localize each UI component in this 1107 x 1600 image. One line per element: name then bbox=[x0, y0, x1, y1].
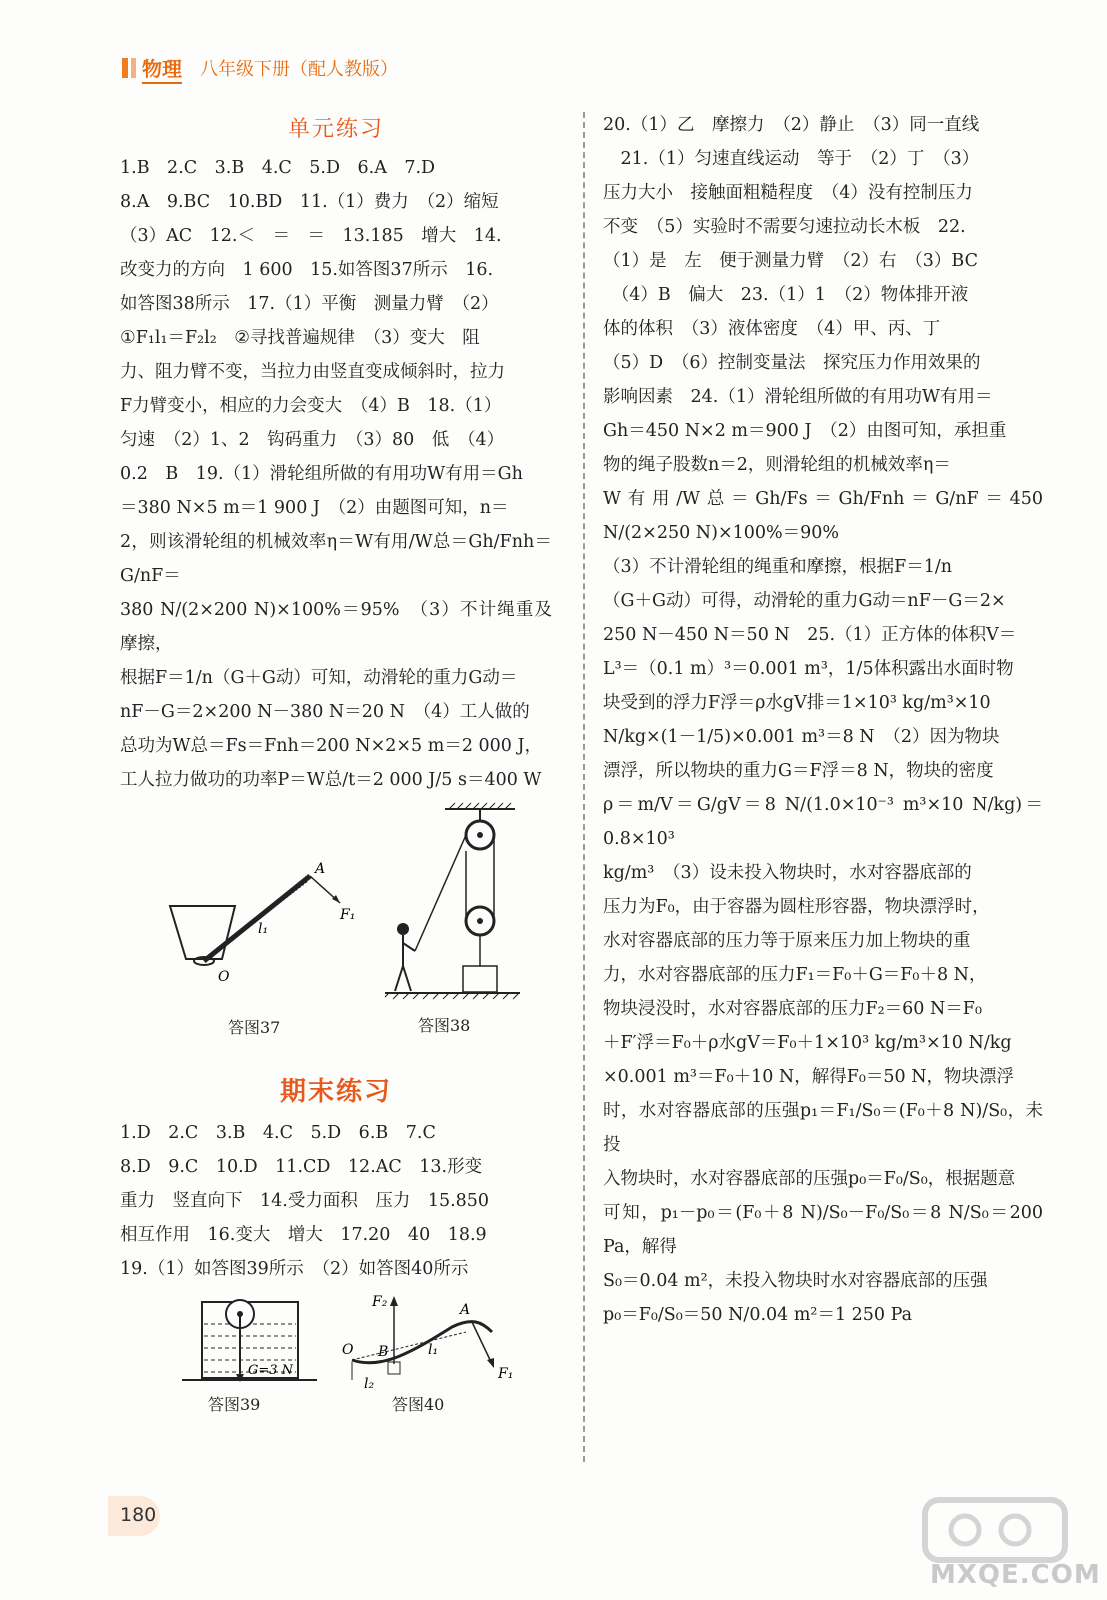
watermark-text: MXQE.COM bbox=[930, 1560, 1101, 1590]
answer-line: （5）D （6）控制变量法 探究压力作用效果的 bbox=[603, 353, 981, 373]
answer-line: 不变 （5）实验时不需要匀速拉动长木板 22. bbox=[603, 217, 966, 237]
answer-line: 相互作用 16.变大 增大 17.20 40 18.9 bbox=[120, 1225, 487, 1245]
answer-line: 如答图38所示 17.（1）平衡 测量力臂 （2） bbox=[120, 294, 499, 314]
answer-line: 2，则该滑轮组的机械效率η＝W有用/W总＝Gh/Fnh＝G/nF＝ bbox=[120, 532, 552, 586]
answer-line: 工人拉力做功的功率P＝W总/t＝2 000 J/5 s＝400 W bbox=[120, 770, 542, 790]
answer-line: 可知，p₁－p₀＝(F₀＋8 N)/S₀－F₀/S₀＝8 N/S₀＝200 Pa，解得 bbox=[603, 1203, 1043, 1257]
answer-line: 0.2 B 19.（1）滑轮组所做的有用功W有用＝Gh bbox=[120, 464, 523, 484]
answer-line: 块受到的浮力F浮＝ρ水gV排＝1×10³ kg/m³×10 bbox=[603, 693, 991, 713]
answer-line: F力臂变小，相应的力会变大 （4）B 18.（1） bbox=[120, 396, 502, 416]
answer-line: 250 N－450 N＝50 N 25.（1）正方体的体积V＝ bbox=[603, 625, 1017, 645]
fig39-label-g: G=3 N bbox=[248, 1363, 294, 1378]
unit-practice-title: 单元练习 bbox=[287, 117, 384, 142]
answer-line: 21.（1）匀速直线运动 等于 （2）丁 （3） bbox=[603, 149, 980, 169]
fig37-label-a: A bbox=[315, 861, 326, 877]
answer-line: ①F₁l₁＝F₂l₂ ②寻找普遍规律 （3）变大 阻 bbox=[120, 328, 480, 348]
answer-line: 水对容器底部的压力等于原来压力加上物块的重 bbox=[603, 931, 971, 951]
fig37-label-f1: F₁ bbox=[340, 907, 356, 923]
left-column bbox=[120, 108, 552, 1422]
answer-line: N/kg×(1－1/5)×0.001 m³＝8 N （2）因为物块 bbox=[603, 727, 1000, 747]
fig40-label-l1: l₁ bbox=[428, 1342, 439, 1358]
answer-line: 漂浮，所以物块的重力G＝F浮＝8 N，物块的密度 bbox=[603, 761, 994, 781]
fig40-label-f2: F₂ bbox=[372, 1294, 388, 1310]
answer-line: 物的绳子股数n＝2，则滑轮组的机械效率η＝ bbox=[603, 455, 951, 475]
figure-38-caption: 答图38 bbox=[418, 1016, 471, 1035]
answer-line: 1.D 2.C 3.B 4.C 5.D 6.B 7.C bbox=[120, 1123, 436, 1143]
fig40-label-l2: l₂ bbox=[364, 1376, 375, 1392]
right-column-answers bbox=[603, 108, 1043, 1332]
answer-line: 力，水对容器底部的压力F₁＝F₀＋G＝F₀＋8 N， bbox=[603, 965, 987, 985]
figure-40-caption: 答图40 bbox=[392, 1395, 445, 1414]
figure-37-lever-diagram bbox=[160, 861, 360, 1011]
fig40-label-o: O bbox=[342, 1342, 354, 1358]
answer-line: ×0.001 m³＝F₀＋10 N，解得F₀＝50 N，物块漂浮 bbox=[603, 1067, 1015, 1087]
answer-line: 物块浸没时，水对容器底部的压力F₂＝60 N＝F₀ bbox=[603, 999, 982, 1019]
answer-line: （4）B 偏大 23.（1）1 （2）物体排开液 bbox=[603, 285, 969, 305]
subject-title: 物理 bbox=[142, 53, 182, 84]
answer-line: ＋F′浮＝F₀＋ρ水gV＝F₀＋1×10³ kg/m³×10 N/kg bbox=[603, 1033, 1012, 1053]
figures-37-38 bbox=[120, 801, 552, 1061]
answer-line: W有用/W总＝Gh/Fs＝Gh/Fnh＝G/nF＝450 N/(2×250 N)×100%＝90% bbox=[603, 489, 1043, 543]
answer-line: （3）不计滑轮组的绳重和摩擦，根据F＝1/n bbox=[603, 557, 953, 577]
answer-line: nF－G＝2×200 N－380 N＝20 N （4）工人做的 bbox=[120, 702, 530, 722]
answer-line: 8.D 9.C 10.D 11.CD 12.AC 13.形变 bbox=[120, 1157, 483, 1177]
answer-line: 重力 竖直向下 14.受力面积 压力 15.850 bbox=[120, 1191, 490, 1211]
answer-line: 压力为F₀，由于容器为圆柱形容器，物块漂浮时， bbox=[603, 897, 990, 917]
right-column bbox=[603, 108, 1043, 1332]
figure-37-caption: 答图37 bbox=[228, 1018, 281, 1037]
answer-line: 压力大小 接触面粗糙程度 （4）没有控制压力 bbox=[603, 183, 973, 203]
final-practice-answers bbox=[120, 1116, 552, 1286]
answer-line: 改变力的方向 1 600 15.如答图37所示 16. bbox=[120, 260, 494, 280]
figure-40-lever-diagram bbox=[342, 1292, 522, 1392]
answer-line: 匀速 （2）1、2 钩码重力 （3）80 低 （4） bbox=[120, 430, 505, 450]
answer-line: 入物块时，水对容器底部的压强p₀＝F₀/S₀，根据题意 bbox=[603, 1169, 1016, 1189]
grade-label: 八年级下册（配人教版） bbox=[200, 59, 398, 80]
answer-line: 影响因素 24.（1）滑轮组所做的有用功W有用＝ bbox=[603, 387, 993, 407]
answer-line: ＝380 N×5 m＝1 900 J （2）由题图可知，n＝ bbox=[120, 498, 509, 518]
page-number: 180 bbox=[120, 1504, 157, 1526]
fig37-label-o: O bbox=[218, 969, 230, 985]
answer-line: 20.（1）乙 摩擦力 （2）静止 （3）同一直线 bbox=[603, 115, 980, 135]
figure-39-caption: 答图39 bbox=[208, 1395, 261, 1414]
header-bars-icon bbox=[122, 58, 136, 78]
answer-line: L³＝（0.1 m）³＝0.001 m³，1/5体积露出水面时物 bbox=[603, 659, 1014, 679]
column-divider bbox=[583, 112, 585, 1462]
answer-line: 体的体积 （3）液体密度 （4）甲、丙、丁 bbox=[603, 319, 941, 339]
answer-line: （3）AC 12.＜ ＝ ＝ 13.185 增大 14. bbox=[120, 226, 502, 246]
answer-line: Gh＝450 N×2 m＝900 J （2）由图可知，承担重 bbox=[603, 421, 1007, 441]
final-practice-title: 期末练习 bbox=[279, 1077, 392, 1107]
fig40-label-f1: F₁ bbox=[498, 1366, 514, 1382]
answer-line: 380 N/(2×200 N)×100%＝95% （3）不计绳重及摩擦， bbox=[120, 600, 552, 654]
answer-line: kg/m³ （3）设未投入物块时，水对容器底部的 bbox=[603, 863, 972, 883]
answer-line: 时，水对容器底部的压强p₁＝F₁/S₀＝(F₀＋8 N)/S₀，未投 bbox=[603, 1101, 1043, 1155]
answer-line: p₀＝F₀/S₀＝50 N/0.04 m²＝1 250 Pa bbox=[603, 1305, 913, 1325]
answer-line: 力、阻力臂不变，当拉力由竖直变成倾斜时，拉力 bbox=[120, 362, 505, 382]
fig40-label-a: A bbox=[460, 1302, 471, 1318]
page-header bbox=[122, 54, 398, 82]
answer-line: 19.（1）如答图39所示 （2）如答图40所示 bbox=[120, 1259, 469, 1279]
figures-39-40 bbox=[120, 1292, 552, 1422]
answer-line: ρ＝m/V＝G/gV＝8 N/(1.0×10⁻³ m³×10 N/kg)＝0.8×10³ bbox=[603, 795, 1043, 849]
answer-line: （G＋G动）可得，动滑轮的重力G动＝nF－G＝2× bbox=[603, 591, 1006, 611]
answer-line: 总功为W总＝Fs＝Fnh＝200 N×2×5 m＝2 000 J， bbox=[120, 736, 542, 756]
answer-line: （1）是 左 便于测量力臂 （2）右 （3）BC bbox=[603, 251, 978, 271]
answer-line: 根据F＝1/n（G＋G动）可知，动滑轮的重力G动＝ bbox=[120, 668, 518, 688]
answer-line: S₀＝0.04 m²，未投入物块时水对容器底部的压强 bbox=[603, 1271, 988, 1291]
unit-practice-answers bbox=[120, 151, 552, 797]
figure-38-pulley-diagram bbox=[385, 801, 525, 1021]
fig37-label-l1: l₁ bbox=[258, 921, 269, 937]
answer-line: 8.A 9.BC 10.BD 11.（1）费力 （2）缩短 bbox=[120, 192, 499, 212]
figure-39-buoyancy-diagram bbox=[172, 1292, 322, 1392]
answer-line: 1.B 2.C 3.B 4.C 5.D 6.A 7.D bbox=[120, 158, 436, 178]
fig40-label-b: B bbox=[378, 1344, 389, 1360]
